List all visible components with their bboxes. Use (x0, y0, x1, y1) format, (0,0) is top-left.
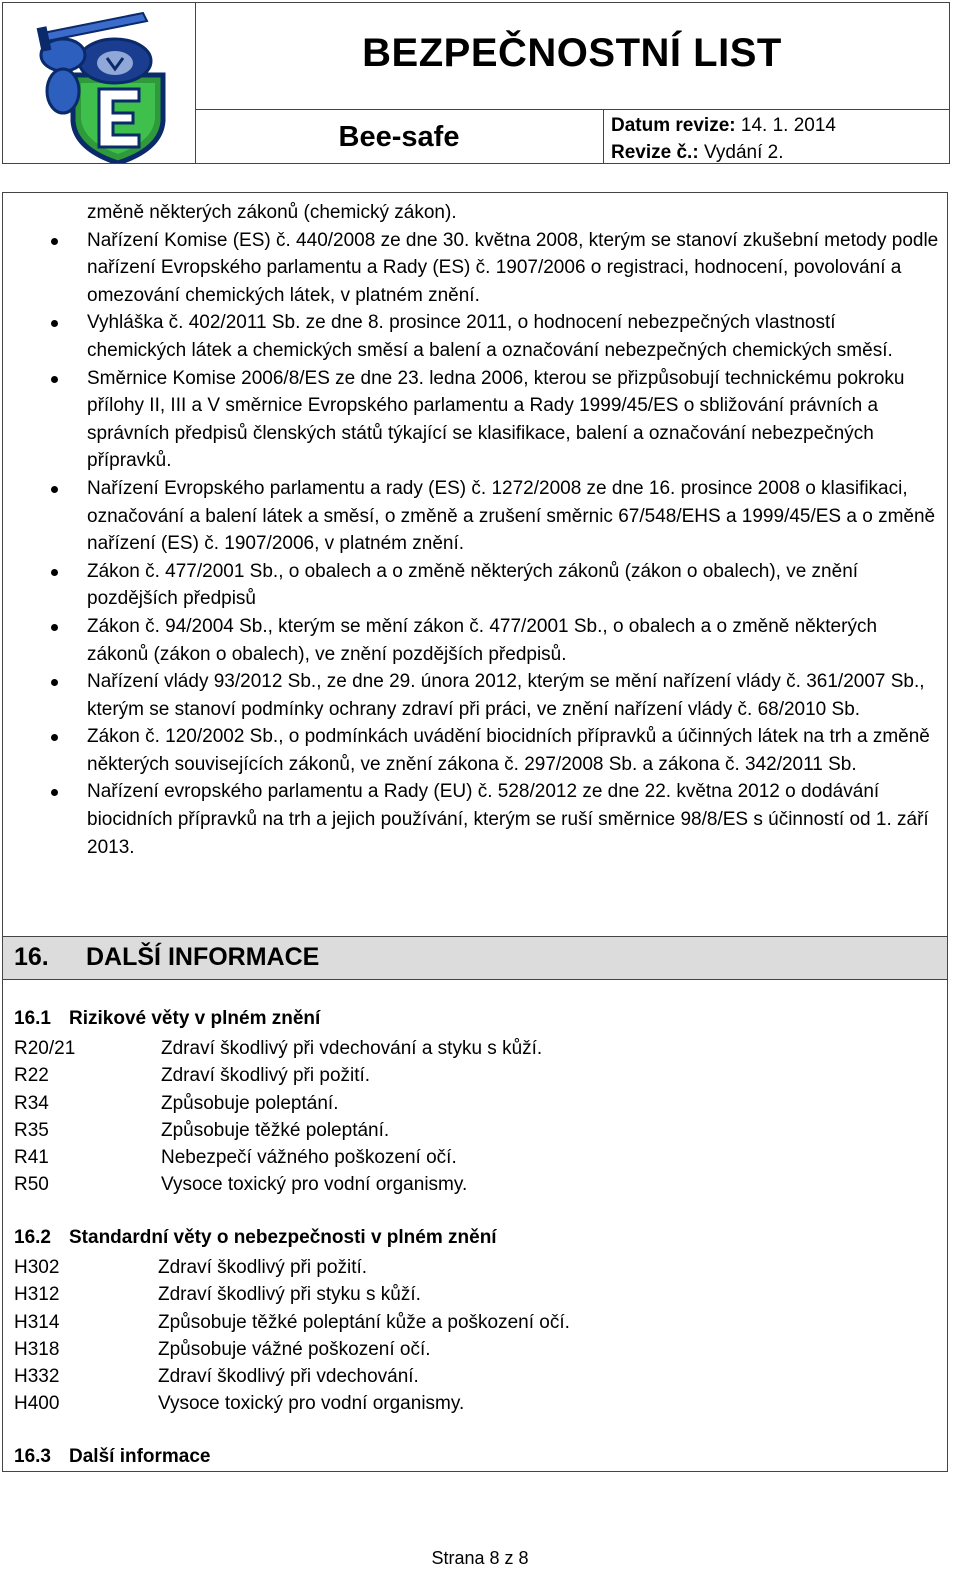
brand-cell (195, 109, 604, 163)
bullet-icon (51, 624, 58, 631)
bullet-icon (51, 376, 58, 383)
regulation-item (3, 723, 947, 778)
bullet-icon (51, 679, 58, 686)
hazard-statement-row (14, 1281, 914, 1308)
phrase-code: R35 (14, 1119, 49, 1141)
phrase-text: Zdraví škodlivý při vdechování a styku s kůží. (161, 1038, 543, 1059)
phrase-code: R20/21 (14, 1038, 76, 1059)
regulation-text: Zákon č. 120/2002 Sb., o podmínkách uvádění biocidních přípravků a účinných látek na trh a změně některých souvisejících zákonů, ve znění zákona č. 297/2008 Sb. a zákona č. 342/2011 Sb. (87, 726, 930, 775)
regulation-text: Nařízení vlády 93/2012 Sb., ze dne 29. února 2012, kterým se mění nařízení vlády č. 361/2007 Sb., kterým se stanoví podmínky ochrany zdraví při práci, ve znění nařízení vlády č. 68/2010 Sb. (87, 671, 925, 720)
hazard-statements-table (14, 1254, 914, 1418)
revision-meta (603, 109, 949, 163)
title-cell (195, 3, 949, 110)
subsection-number: 16.2 (14, 1227, 51, 1248)
bullet-icon (51, 486, 58, 493)
regulation-item (3, 309, 947, 364)
revision-number (611, 142, 784, 164)
hazard-statement-row (14, 1309, 914, 1336)
bullet-icon (51, 320, 58, 327)
phrase-text: Způsobuje poleptání. (161, 1092, 339, 1114)
hazard-statement-row (14, 1254, 914, 1281)
phrase-code: R41 (14, 1147, 49, 1169)
risk-phrase-row (14, 1062, 914, 1089)
subsection-title: Další informace (69, 1446, 211, 1467)
regulation-text: Směrnice Komise 2006/8/ES ze dne 23. ledna 2006, kterou se přizpůsobují technickému pokroku přílohy II, III a V směrnice Evropského parlamentu a Rady 1999/45/ES o sbližování právních a správních předpisů členských států týkající se klasifikace, balení a označování nebezpečných přípravků. (87, 367, 905, 472)
regulation-item (3, 227, 947, 310)
product-brand: Bee-safe (338, 121, 460, 153)
section-title: DALŠÍ INFORMACE (86, 943, 320, 971)
regulation-item (3, 613, 947, 668)
subsection-16-1-title (14, 1008, 320, 1030)
regulation-item (3, 475, 947, 558)
subsection-16-2-title (14, 1227, 497, 1249)
phrase-code: R34 (14, 1092, 49, 1114)
page-number: Strana 8 z 8 (431, 1548, 529, 1568)
regulation-text: Nařízení evropského parlamentu a Rady (EU) č. 528/2012 ze dne 22. května 2012 o dodávání biocidních přípravků na trh a jejich používání, kterým se ruší směrnice 98/8/ES s účinností od 1. září 2013. (87, 781, 929, 858)
statement-text: Zdraví škodlivý při vdechování. (158, 1366, 419, 1388)
section-number: 16. (14, 943, 49, 971)
section-16-header (3, 936, 947, 980)
statement-code: H302 (14, 1257, 60, 1278)
bullet-icon (51, 789, 58, 796)
bullet-icon (51, 238, 58, 245)
revision-number-value: Vydání 2. (703, 142, 784, 163)
bullet-icon (51, 734, 58, 741)
statement-code: H400 (14, 1393, 60, 1415)
subsection-number: 16.1 (14, 1008, 51, 1029)
statement-text: Vysoce toxický pro vodní organismy. (158, 1393, 465, 1415)
bee-safe-logo (3, 3, 193, 163)
statement-text: Zdraví škodlivý při styku s kůží. (158, 1284, 421, 1306)
statement-code: H332 (14, 1366, 60, 1388)
phrase-code: R50 (14, 1174, 49, 1196)
subsection-title: Rizikové věty v plném znění (69, 1008, 321, 1029)
statement-code: H312 (14, 1284, 60, 1306)
statement-text: Zdraví škodlivý při požití. (158, 1257, 368, 1278)
hazard-statement-row (14, 1363, 914, 1390)
risk-phrase-row (14, 1117, 914, 1144)
revision-number-label: Revize č.: (611, 142, 699, 163)
regulation-text: změně některých zákonů (chemický zákon). (87, 202, 457, 223)
hazard-statement-row (14, 1390, 914, 1417)
regulations-list (3, 199, 947, 861)
regulation-item (3, 365, 947, 475)
phrase-text: Nebezpečí vážného poškození očí. (161, 1147, 457, 1169)
logo-cell (3, 3, 196, 163)
regulation-item (3, 199, 947, 227)
regulation-text: Nařízení Komise (ES) č. 440/2008 ze dne 30. května 2008, kterým se stanoví zkušební metody podle nařízení Evropského parlamentu a Rady (ES) č. 1907/2006 o registraci, hodnocení, povolování a omezování chemických látek, v platném znění. (87, 229, 939, 306)
regulation-item (3, 668, 947, 723)
document-title: BEZPEČNOSTNÍ LIST (362, 31, 782, 75)
revision-date (611, 115, 836, 137)
regulation-text: Zákon č. 94/2004 Sb., kterým se mění zákon č. 477/2001 Sb., o obalech a o změně některých zákonů (zákon o obalech), ve znění pozdějších předpisů. (87, 615, 878, 665)
regulation-text: Nařízení Evropského parlamentu a rady (ES) č. 1272/2008 ze dne 16. prosince 2008 o klasifikaci, označování a balení látek a směsí, o změně a zrušení směrnic 67/548/EHS a 1999/45/ES a o změně nařízení (ES) č. 1907/2006, v platném znění. (87, 477, 936, 555)
hazard-statement-row (14, 1336, 914, 1363)
statement-code: H318 (14, 1338, 60, 1360)
phrase-text: Vysoce toxický pro vodní organismy. (161, 1174, 468, 1196)
regulation-item (3, 558, 947, 613)
subsection-title: Standardní věty o nebezpečnosti v plném znění (69, 1227, 497, 1248)
document-header (2, 2, 950, 164)
subsection-16-3-title (14, 1446, 211, 1468)
risk-phrases-table (14, 1035, 914, 1199)
phrase-code: R22 (14, 1065, 49, 1087)
phrase-text: Zdraví škodlivý při požití. (161, 1065, 371, 1087)
bullet-icon (51, 569, 58, 576)
regulation-text: Zákon č. 477/2001 Sb., o obalech a o změně některých zákonů (zákon o obalech), ve znění pozdějších předpisů (87, 560, 859, 610)
phrase-text: Způsobuje těžké poleptání. (161, 1119, 390, 1141)
regulations-list-wrap (3, 199, 947, 861)
regulation-item (3, 778, 947, 861)
risk-phrase-row (14, 1144, 914, 1171)
content-frame (2, 192, 948, 1472)
subsection-number: 16.3 (14, 1446, 51, 1467)
statement-text: Způsobuje vážné poškození očí. (158, 1338, 431, 1360)
risk-phrase-row (14, 1090, 914, 1117)
revision-date-value: 14. 1. 2014 (740, 115, 836, 136)
regulation-text: Vyhláška č. 402/2011 Sb. ze dne 8. prosince 2011, o hodnocení nebezpečných vlastností chemických látek a chemických směsí a balení a označování nebezpečných chemických směsí. (87, 312, 893, 361)
revision-date-label: Datum revize: (611, 115, 736, 136)
risk-phrase-row (14, 1035, 914, 1062)
statement-text: Způsobuje těžké poleptání kůže a poškození očí. (158, 1311, 570, 1333)
risk-phrase-row (14, 1171, 914, 1198)
statement-code: H314 (14, 1311, 60, 1333)
